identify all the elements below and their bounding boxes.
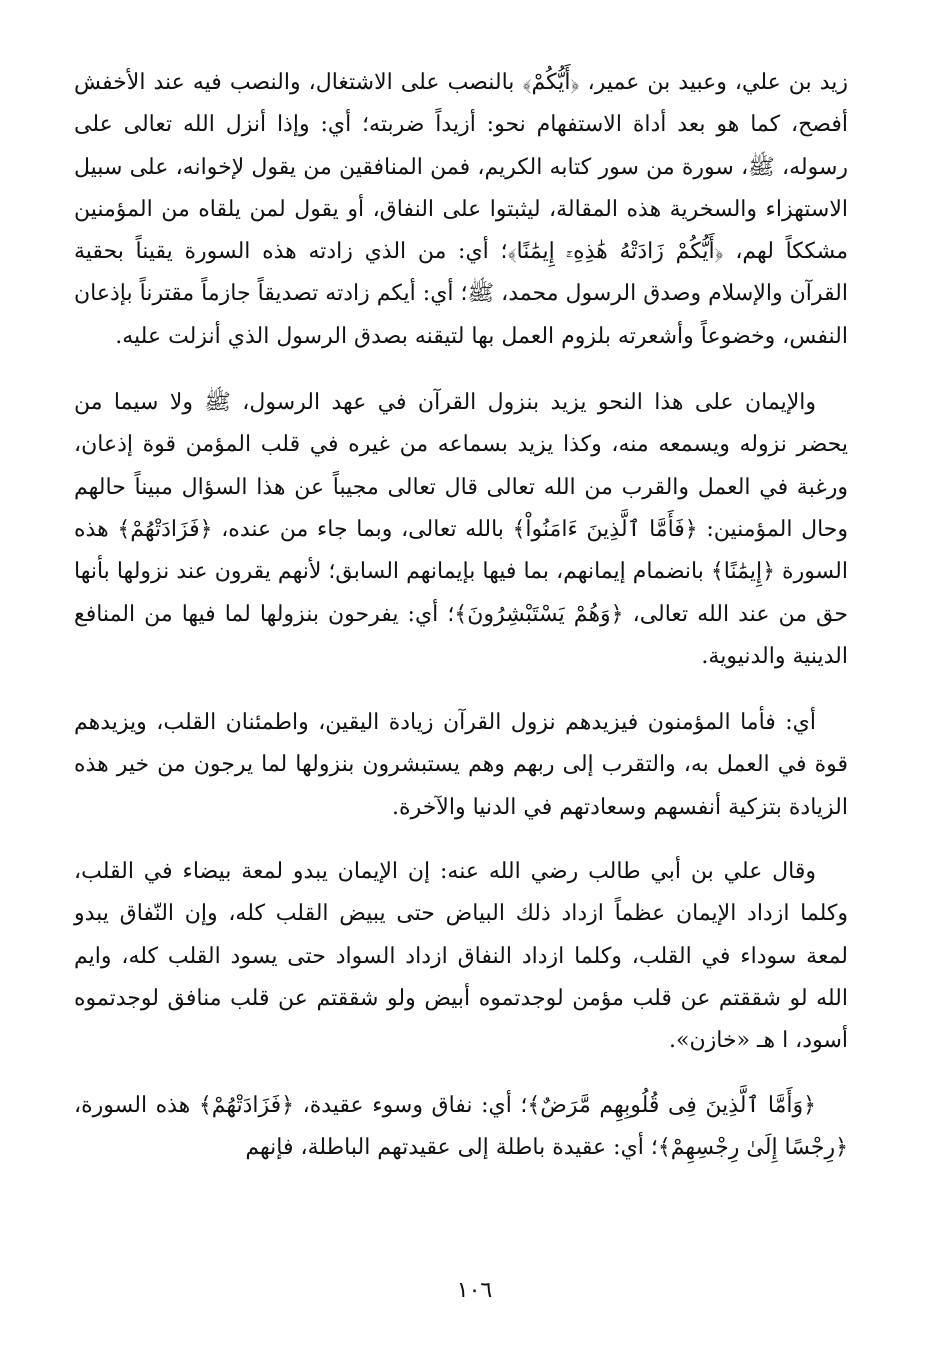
- paragraph-4: وقال علي بن أبي طالب رضي الله عنه: إن الإيمان يبدو لمعة بيضاء في القلب، وكلما ازداد الإيمان عظماً ازداد ذلك البياض حتى يبيض القلب كله، وإن النّفاق يبدو لمعة سوداء في القلب، وكلما ازداد النفاق ازداد السواد حتى يسود القلب كله، وايم الله لو شققتم عن قلب مؤمن لوجدتموه أبيض ولو شققتم عن قلب منافق لوجدتموه أسود، ا هـ «خازن».: [74, 859, 848, 1054]
- paragraph-5: ﴿وَأَمَّا ٱلَّذِينَ فِى قُلُوبِهِم مَّرَضٌ﴾؛ أي: نفاق وسوء عقيدة، ﴿فَزَادَتْهُمْ﴾ هذه السورة، ﴿رِجْسًا إِلَىٰ رِجْسِهِمْ﴾؛ أي: عقيدة باطلة إلى عقيدتهم الباطلة، فإنهم: [74, 1092, 848, 1160]
- paragraph-1: زيد بن علي، وعبيد بن عمير، ﴿أَيُّكُمْ﴾ بالنصب على الاشتغال، والنصب فيه عند الأخفش أفصح، كما هو بعد أداة الاستفهام نحو: أزيداً ضربته؛ أي: وإذا أنزل الله تعالى على رسوله، ﷺ، سورة من سور كتابه الكريم، فمن المنافقين من يقول لإخوانه، على سبيل الاستهزاء والسخرية هذه المقالة، ليثبتوا على النفاق، أو يقول لمن يلقاه من المؤمنين مشككاً لهم، ﴿أَيُّكُمْ زَادَتْهُ هَٰذِهِۦٓ إِيمَٰنًا﴾؛ أي: من الذي زادته هذه السورة يقيناً بحقية القرآن والإسلام وصدق الرسول محمد، ﷺ؛ أي: أيكم زادته تصديقاً جازماً مقترناً بإذعان النفس، وخضوعاً وأشعرته بلزوم العمل بها لتيقنه بصدق الرسول الذي أنزلت عليه.: [74, 70, 848, 349]
- page-body: [74, 62, 848, 1169]
- paragraph-2: والإيمان على هذا النحو يزيد بنزول القرآن في عهد الرسول، ﷺ ولا سيما من يحضر نزوله ويسمعه منه، وكذا يزيد بسماعه من غيره في قلب المؤمن قوة إذعان، ورغبة في العمل والقرب من الله تعالى قال تعالى مجيباً عن هذا السؤال مبيناً حالهم وحال المؤمنين: ﴿فَأَمَّا ٱلَّذِينَ ءَامَنُواْ﴾ بالله تعالى، وبما جاء من عنده، ﴿فَزَادَتْهُمْ﴾ هذه السورة ﴿إِيمَٰنًا﴾ بانضمام إيمانهم، بما فيها بإيمانهم السابق؛ لأنهم يقرون عند نزولها بأنها حق من عند الله تعالى، ﴿وَهُمْ يَسْتَبْشِرُونَ﴾؛ أي: يفرحون بنزولها لما فيها من المنافع الدينية والدنيوية.: [74, 390, 848, 669]
- paragraph-3: أي: فأما المؤمنون فيزيدهم نزول القرآن زيادة اليقين، واطمئنان القلب، ويزيدهم قوة في العمل به، والتقرب إلى ربهم وهم يستبشرون بنزولها لما يرجون من خير هذه الزيادة بتزكية أنفسهم وسعادتهم في الدنيا والآخرة.: [74, 710, 848, 820]
- page-number: ١٠٦: [456, 1278, 493, 1303]
